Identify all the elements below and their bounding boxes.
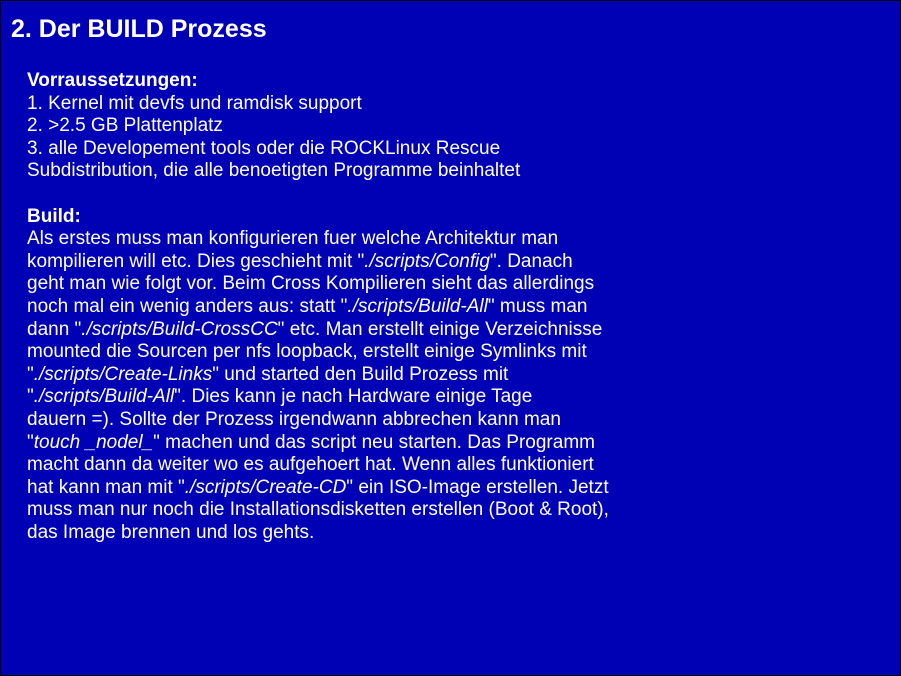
text-line bbox=[27, 341, 887, 364]
text-segment: " und started den Build Prozess mit bbox=[212, 363, 509, 385]
text-segment: 3. alle Developement tools oder die ROCKLinux Rescue bbox=[27, 137, 501, 159]
text-segment: kompilieren will etc. Dies geschieht mit " bbox=[27, 250, 365, 272]
text-segment: " ein ISO-Image erstellen. Jetzt bbox=[346, 476, 609, 498]
text-segment: macht dann da weiter wo es aufgehoert hat. Wenn alles funktioniert bbox=[27, 454, 594, 476]
text-line bbox=[27, 522, 887, 545]
text-line bbox=[27, 499, 887, 522]
script-path: ./scripts/Create-CD bbox=[184, 476, 347, 498]
text-segment: " bbox=[27, 431, 34, 453]
script-path: ./scripts/Build-CrossCC bbox=[81, 318, 278, 340]
script-path: ./scripts/Create-Links bbox=[33, 363, 213, 385]
text-segment: " etc. Man erstellt einige Verzeichnisse bbox=[277, 318, 603, 340]
text-line bbox=[27, 364, 887, 387]
text-line bbox=[27, 115, 887, 138]
text-segment: das Image brennen und los gehts. bbox=[27, 521, 315, 543]
section-spacer bbox=[27, 183, 887, 206]
text-line bbox=[27, 477, 887, 500]
text-segment: 2. >2.5 GB Plattenplatz bbox=[27, 115, 223, 137]
text-segment: hat kann man mit " bbox=[27, 476, 185, 498]
text-segment: " muss man bbox=[487, 295, 588, 317]
script-path: ./scripts/Config bbox=[364, 250, 490, 272]
text-segment: mounted die Sourcen per nfs loopback, erstellt einige Symlinks mit bbox=[27, 341, 587, 363]
section-heading: Build: bbox=[27, 205, 81, 227]
text-line bbox=[27, 251, 887, 274]
text-line bbox=[27, 93, 887, 116]
text-segment: Als erstes muss man konfigurieren fuer welche Architektur man bbox=[27, 228, 559, 250]
script-path: ./scripts/Build-All bbox=[347, 295, 488, 317]
text-line bbox=[27, 296, 887, 319]
text-line bbox=[27, 273, 887, 296]
text-line bbox=[27, 386, 887, 409]
text-segment: 1. Kernel mit devfs und ramdisk support bbox=[27, 92, 362, 114]
text-line bbox=[27, 228, 887, 251]
text-line bbox=[27, 454, 887, 477]
text-segment: dauern =). Sollte der Prozess irgendwann abbrechen kann man bbox=[27, 408, 561, 430]
text-line bbox=[27, 432, 887, 455]
text-line bbox=[27, 319, 887, 342]
slide-content bbox=[27, 70, 887, 544]
text-segment: " machen und das script neu starten. Das Programm bbox=[153, 431, 595, 453]
text-segment: " bbox=[27, 363, 34, 385]
slide-title: 2. Der BUILD Prozess bbox=[11, 15, 267, 43]
text-segment: dann " bbox=[27, 318, 82, 340]
text-line bbox=[27, 138, 887, 161]
script-path: ./scripts/Build-All bbox=[33, 386, 175, 408]
text-segment: ". Danach bbox=[489, 250, 573, 272]
text-segment: noch mal ein wenig anders aus: statt " bbox=[27, 295, 348, 317]
text-segment: geht man wie folgt vor. Beim Cross Kompilieren sieht das allerdings bbox=[27, 273, 595, 295]
script-path: touch _nodel_ bbox=[33, 431, 154, 453]
text-segment: " bbox=[27, 386, 34, 408]
text-segment: muss man nur noch die Installationsdisketten erstellen (Boot & Root), bbox=[27, 499, 609, 521]
text-segment: Subdistribution, die alle benoetigten Programme beinhaltet bbox=[27, 160, 521, 182]
text-line bbox=[27, 409, 887, 432]
text-segment: ". Dies kann je nach Hardware einige Tage bbox=[174, 386, 533, 408]
text-line bbox=[27, 160, 887, 183]
section-heading: Vorraussetzungen: bbox=[27, 70, 198, 91]
